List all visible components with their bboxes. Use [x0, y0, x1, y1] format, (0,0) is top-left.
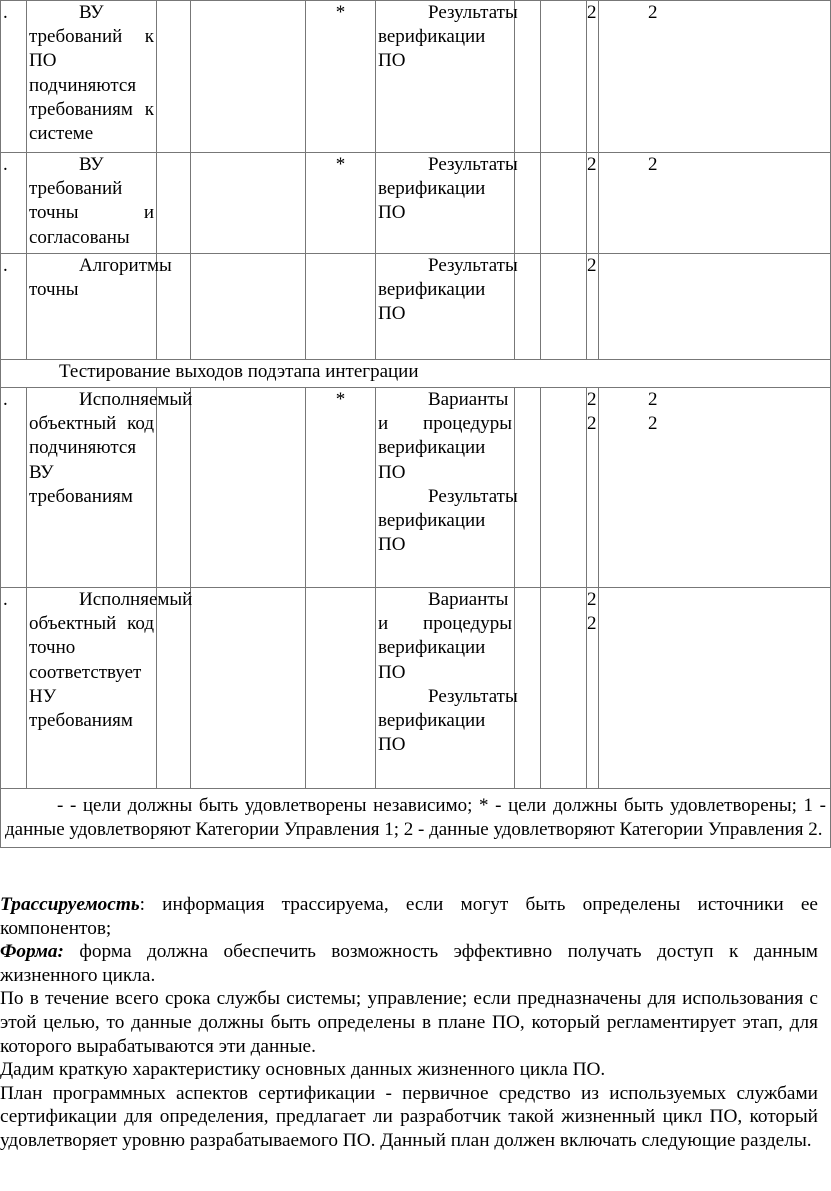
objective-cell: Алгоритмы точны — [27, 254, 157, 360]
level-cell: 2 — [599, 153, 831, 254]
ref-value: 2 — [587, 613, 597, 635]
paragraph-text: форма должна обеспечить возможность эффективно получать доступ к данным жизненного цикла. — [0, 941, 818, 986]
level-cell — [599, 388, 831, 588]
output-cell — [376, 1, 518, 153]
empty-cell — [191, 388, 306, 588]
section-title: Тестирование выходов подэтапа интеграции — [1, 360, 831, 388]
empty-cell — [157, 1, 191, 153]
star-cell — [306, 254, 376, 360]
paragraph: По в течение всего срока службы системы; управление; если предназначены для использования с этой целью, то данные должны быть определены в плане ПО, который регламентирует этап, для которого вырабатываются эти данные. — [0, 988, 818, 1057]
output-cell — [376, 388, 518, 588]
empty-cell — [541, 1, 587, 153]
objective-cell: ВУ требований к ПО подчиняются требованиям к системе — [27, 1, 157, 153]
output-cell — [376, 588, 518, 789]
level-cell — [599, 254, 831, 360]
paragraph — [0, 940, 818, 987]
objective-cell: Исполняемый объектный код подчиняются ВУ требованиям — [27, 388, 157, 588]
empty-cell — [157, 388, 191, 588]
empty-cell — [191, 1, 306, 153]
empty-cell — [515, 1, 541, 153]
term: Форма: — [0, 941, 64, 963]
section-row — [1, 360, 831, 388]
empty-cell — [157, 588, 191, 789]
empty-cell — [157, 153, 191, 254]
output-cell — [376, 153, 518, 254]
row-number: . — [1, 388, 27, 588]
row-number: . — [1, 153, 27, 254]
level-cell — [599, 588, 831, 789]
output-text: Варианты и процедуры верификации ПО — [378, 389, 512, 483]
output-text: Результаты верификации ПО — [378, 154, 518, 224]
table-row — [1, 254, 831, 360]
term: Трассируемость — [0, 894, 140, 915]
table-note: - - цели должны быть удовлетворены независимо; * - цели должны быть удовлетворены; 1 - данные удовлетворяют Категории Управления 1; 2 - данные удовлетворяют Категории Управления 2. — [1, 789, 831, 848]
empty-cell — [515, 153, 541, 254]
empty-cell — [541, 388, 587, 588]
ref-value: 2 — [587, 389, 597, 410]
table-row — [1, 588, 831, 789]
row-number: . — [1, 254, 27, 360]
row-number: . — [1, 588, 27, 789]
table-row — [1, 1, 831, 153]
empty-cell — [541, 254, 587, 360]
paragraph: План программных аспектов сертификации - первичное средство из используемых службами сертификации для определения, предлагает ли разработчик такой жизненный цикл ПО, который удовлетворяет уровню разрабатываемого ПО. Данный план должен включать следующие разделы. — [0, 1082, 818, 1151]
ref-value: 2 — [587, 589, 597, 610]
empty-cell — [541, 153, 587, 254]
empty-cell — [515, 254, 541, 360]
table-row — [1, 153, 831, 254]
empty-cell — [191, 254, 306, 360]
table-row — [1, 388, 831, 588]
output-text: Результаты верификации ПО — [378, 2, 518, 72]
objective-cell: ВУ требований точны и согласованы — [27, 153, 157, 254]
empty-cell — [191, 153, 306, 254]
empty-cell — [541, 588, 587, 789]
paragraph: Дадим краткую характеристику основных данных жизненного цикла ПО. — [0, 1059, 606, 1081]
paragraph-text: : информация трассируема, если могут быть определены источники ее компонентов; — [0, 894, 818, 939]
ref-cell — [587, 388, 599, 588]
body-text — [0, 893, 818, 1153]
output-text: Варианты и процедуры верификации ПО — [378, 589, 512, 683]
output-cell — [376, 254, 518, 360]
empty-cell — [515, 388, 541, 588]
level-value: 2 — [648, 389, 658, 410]
note-row — [1, 789, 831, 848]
row-number: . — [1, 1, 27, 153]
objective-cell: Исполняемый объектный код точно соответствует НУ требованиям — [27, 588, 157, 789]
level-cell: 2 — [599, 1, 831, 153]
star-cell: * — [306, 388, 376, 588]
output-text: Результаты верификации ПО — [378, 485, 518, 556]
ref-cell: 2 — [587, 1, 599, 153]
empty-cell — [515, 588, 541, 789]
output-text: Результаты верификации ПО — [378, 255, 518, 325]
level-value: 2 — [648, 413, 658, 435]
star-cell: * — [306, 153, 376, 254]
ref-cell: 2 — [587, 153, 599, 254]
empty-cell — [191, 588, 306, 789]
ref-cell: 2 — [587, 254, 599, 360]
ref-value: 2 — [587, 413, 597, 435]
paragraph — [0, 893, 818, 940]
star-cell: * — [306, 1, 376, 153]
output-text: Результаты верификации ПО — [378, 685, 518, 756]
ref-cell — [587, 588, 599, 789]
star-cell — [306, 588, 376, 789]
